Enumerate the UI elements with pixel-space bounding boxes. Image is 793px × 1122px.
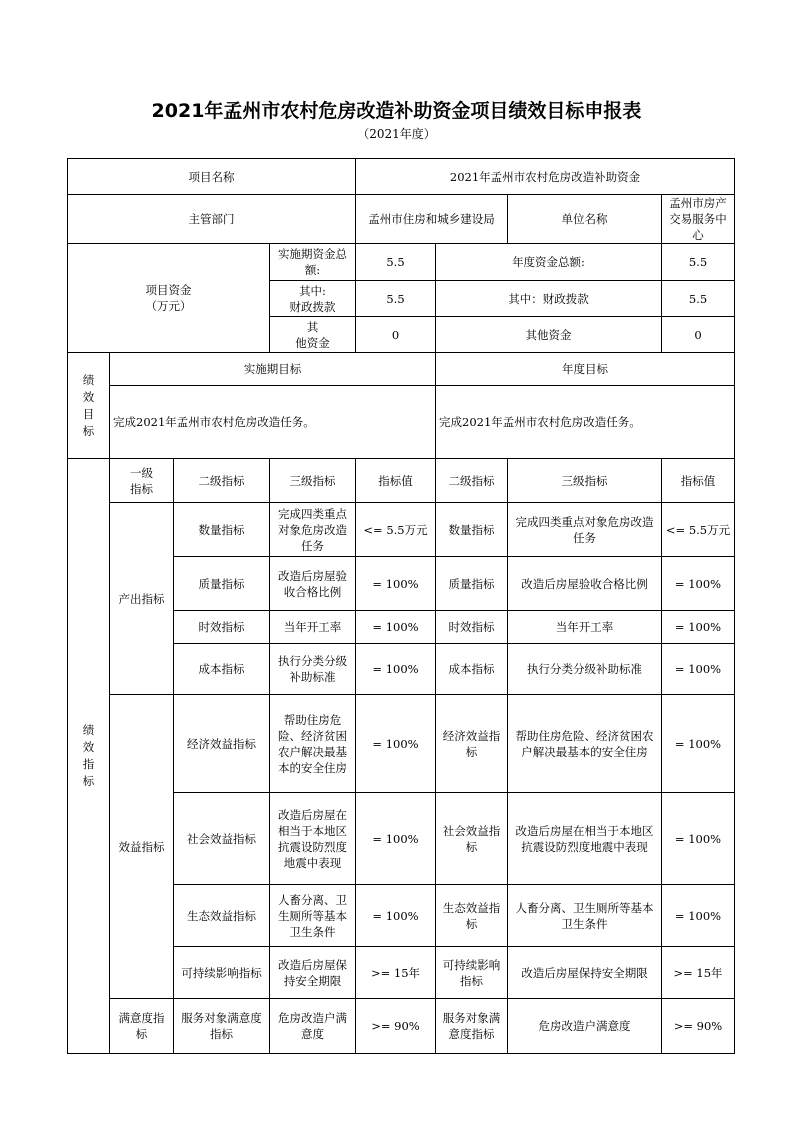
goals-label: 绩效目标 — [82, 372, 95, 438]
indicator-level3: 帮助住房危险、经济贫困农户解决最基本的安全住房 — [270, 695, 356, 793]
dept-label: 主管部门 — [68, 195, 356, 244]
indicator-level1: 产出指标 — [110, 503, 174, 695]
indicator-header: 指标值 — [662, 459, 735, 503]
indicator-level3: 执行分类分级补助标准 — [508, 644, 662, 695]
indicator-value: >= 90% — [356, 999, 436, 1054]
goals-year-text: 完成2021年孟州市农村危房改造任务。 — [436, 386, 735, 459]
indicator-level2: 生态效益指标 — [436, 885, 508, 947]
indicator-level2: 成本指标 — [436, 644, 508, 695]
indicator-level2: 数量指标 — [436, 503, 508, 557]
indicator-level2: 可持续影响指标 — [436, 947, 508, 999]
indicator-level3: 改造后房屋验收合格比例 — [270, 557, 356, 611]
indicator-value: <= 5.5万元 — [356, 503, 436, 557]
indicator-level1: 满意度指标 — [110, 999, 174, 1054]
funds-impl-value: 0 — [356, 317, 436, 353]
indicator-level2: 质量指标 — [436, 557, 508, 611]
indicator-value: = 100% — [662, 793, 735, 885]
indicator-value: = 100% — [662, 695, 735, 793]
indicator-level2: 服务对象满意度指标 — [436, 999, 508, 1054]
indicator-level3: 改造后房屋保持安全期限 — [508, 947, 662, 999]
indicator-value: = 100% — [356, 644, 436, 695]
indicator-header: 一级 指标 — [110, 459, 174, 503]
funds-impl-label: 实施期资金总额: — [270, 244, 356, 281]
indicator-level2: 质量指标 — [174, 557, 270, 611]
indicator-level2: 社会效益指标 — [436, 793, 508, 885]
indicator-level3: 人畜分离、卫生厕所等基本卫生条件 — [508, 885, 662, 947]
page-subtitle: （2021年度） — [357, 127, 436, 141]
funds-label: 项目资金 （万元） — [68, 244, 270, 353]
indicator-level2: 成本指标 — [174, 644, 270, 695]
goals-impl-header: 实施期目标 — [110, 353, 436, 386]
funds-impl-label: 其中: 财政拨款 — [270, 281, 356, 317]
indicator-level3: 执行分类分级补助标准 — [270, 644, 356, 695]
indicator-header: 指标值 — [356, 459, 436, 503]
performance-table — [67, 158, 735, 1054]
indicator-level3: 完成四类重点对象危房改造任务 — [270, 503, 356, 557]
funds-impl-value: 5.5 — [356, 281, 436, 317]
goals-year-header: 年度目标 — [436, 353, 735, 386]
funds-year-value: 5.5 — [662, 281, 735, 317]
indicator-level2: 时效指标 — [174, 611, 270, 644]
funds-year-label: 其中：财政拨款 — [436, 281, 662, 317]
project-name-value: 2021年孟州市农村危房改造补助资金 — [356, 159, 735, 195]
indicator-level2: 生态效益指标 — [174, 885, 270, 947]
indicator-value: = 100% — [356, 885, 436, 947]
funds-year-value: 0 — [662, 317, 735, 353]
indicator-value: >= 15年 — [356, 947, 436, 999]
indicator-level3: 当年开工率 — [508, 611, 662, 644]
funds-impl-label: 其 他资金 — [270, 317, 356, 353]
unit-value: 孟州市房产交易服务中心 — [662, 195, 735, 244]
indicator-level3: 改造后房屋在相当于本地区抗震设防烈度地震中表现 — [270, 793, 356, 885]
indicator-level3: 改造后房屋验收合格比例 — [508, 557, 662, 611]
indicators-label: 绩效指标 — [82, 723, 95, 788]
indicator-level3: 改造后房屋保持安全期限 — [270, 947, 356, 999]
indicator-header: 三级指标 — [508, 459, 662, 503]
indicator-header: 二级指标 — [436, 459, 508, 503]
indicator-level3: 帮助住房危险、经济贫困农户解决最基本的安全住房 — [508, 695, 662, 793]
indicator-value: >= 90% — [662, 999, 735, 1054]
indicator-level2: 数量指标 — [174, 503, 270, 557]
indicator-level3: 人畜分离、卫生厕所等基本卫生条件 — [270, 885, 356, 947]
indicator-level3: 危房改造户满意度 — [270, 999, 356, 1054]
indicator-value: <= 5.5万元 — [662, 503, 735, 557]
indicator-level2: 经济效益指标 — [174, 695, 270, 793]
indicator-value: >= 15年 — [662, 947, 735, 999]
indicator-value: = 100% — [662, 644, 735, 695]
indicator-value: = 100% — [356, 695, 436, 793]
indicator-value: = 100% — [662, 611, 735, 644]
indicator-level2: 服务对象满意度指标 — [174, 999, 270, 1054]
unit-label: 单位名称 — [508, 195, 662, 244]
funds-year-value: 5.5 — [662, 244, 735, 281]
funds-year-label: 年度资金总额: — [436, 244, 662, 281]
indicator-level3: 危房改造户满意度 — [508, 999, 662, 1054]
project-name-label: 项目名称 — [68, 159, 356, 195]
goals-label-cell — [68, 353, 110, 459]
indicator-value: = 100% — [356, 557, 436, 611]
indicator-value: = 100% — [356, 611, 436, 644]
indicator-value: = 100% — [356, 793, 436, 885]
indicator-level2: 时效指标 — [436, 611, 508, 644]
dept-value: 孟州市住房和城乡建设局 — [356, 195, 508, 244]
indicator-header: 二级指标 — [174, 459, 270, 503]
indicator-level1: 效益指标 — [110, 695, 174, 999]
indicator-header: 三级指标 — [270, 459, 356, 503]
indicator-level3: 当年开工率 — [270, 611, 356, 644]
indicator-level2: 可持续影响指标 — [174, 947, 270, 999]
indicator-level3: 改造后房屋在相当于本地区抗震设防烈度地震中表现 — [508, 793, 662, 885]
indicators-label-cell — [68, 459, 110, 1054]
indicator-level3: 完成四类重点对象危房改造任务 — [508, 503, 662, 557]
funds-year-label: 其他资金 — [436, 317, 662, 353]
page-title: 2021年孟州市农村危房改造补助资金项目绩效目标申报表 — [151, 100, 642, 122]
goals-impl-text: 完成2021年孟州市农村危房改造任务。 — [110, 386, 436, 459]
indicator-level2: 社会效益指标 — [174, 793, 270, 885]
funds-impl-value: 5.5 — [356, 244, 436, 281]
indicator-level2: 经济效益指标 — [436, 695, 508, 793]
indicator-value: = 100% — [662, 557, 735, 611]
indicator-value: = 100% — [662, 885, 735, 947]
